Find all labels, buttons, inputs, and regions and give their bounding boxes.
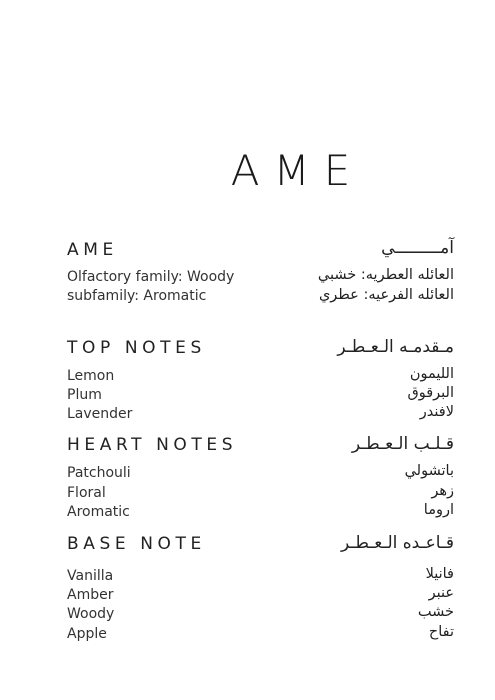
base-note-heading-ar: قـاعـده الـعـطـر [340, 533, 454, 553]
base-note-item: Amber [67, 587, 114, 603]
base-note-item: Woody [67, 606, 115, 622]
heart-note-item-ar: باتشولي [404, 463, 454, 479]
base-note-heading: BASE NOTE [67, 534, 206, 554]
subfamily-text-ar: العائله الفرعيه: عطري [318, 287, 454, 303]
olfactory-family-text: Olfactory family: Woody [67, 269, 235, 285]
base-note-item-ar: عنبر [428, 585, 454, 601]
heart-note-item-ar: زهر [431, 483, 454, 499]
heart-notes-heading: HEART NOTES [67, 435, 238, 455]
base-note-item-ar: فانيلا [425, 566, 454, 582]
top-note-item-ar: الليمون [409, 366, 454, 382]
intro-heading-ar: آمـــــــــي [381, 238, 454, 258]
top-notes-heading-ar: مـقدمـه الـعـطـر [337, 337, 454, 357]
intro-heading-en: AME [67, 240, 118, 260]
base-note-item-ar: تفاح [428, 624, 454, 640]
heart-note-item: Patchouli [67, 465, 131, 481]
top-note-item: Lavender [67, 406, 133, 422]
perfume-title: AME [230, 146, 365, 195]
top-note-item-ar: البرقوق [407, 385, 454, 401]
heart-note-item: Floral [67, 485, 106, 501]
top-note-item: Lemon [67, 368, 115, 384]
heart-notes-heading-ar: قـلـب الـعـطـر [351, 434, 454, 454]
top-note-item-ar: لافندر [419, 404, 454, 420]
base-note-item-ar: خشب [417, 604, 454, 620]
top-note-item: Plum [67, 387, 102, 403]
heart-note-item: Aromatic [67, 504, 130, 520]
subfamily-text: subfamily: Aromatic [67, 288, 207, 304]
heart-note-item-ar: اروما [423, 502, 454, 518]
olfactory-family-text-ar: العائله العطريه: خشبي [317, 267, 454, 283]
top-notes-heading: TOP NOTES [67, 338, 206, 358]
base-note-item: Vanilla [67, 568, 114, 584]
base-note-item: Apple [67, 626, 107, 642]
